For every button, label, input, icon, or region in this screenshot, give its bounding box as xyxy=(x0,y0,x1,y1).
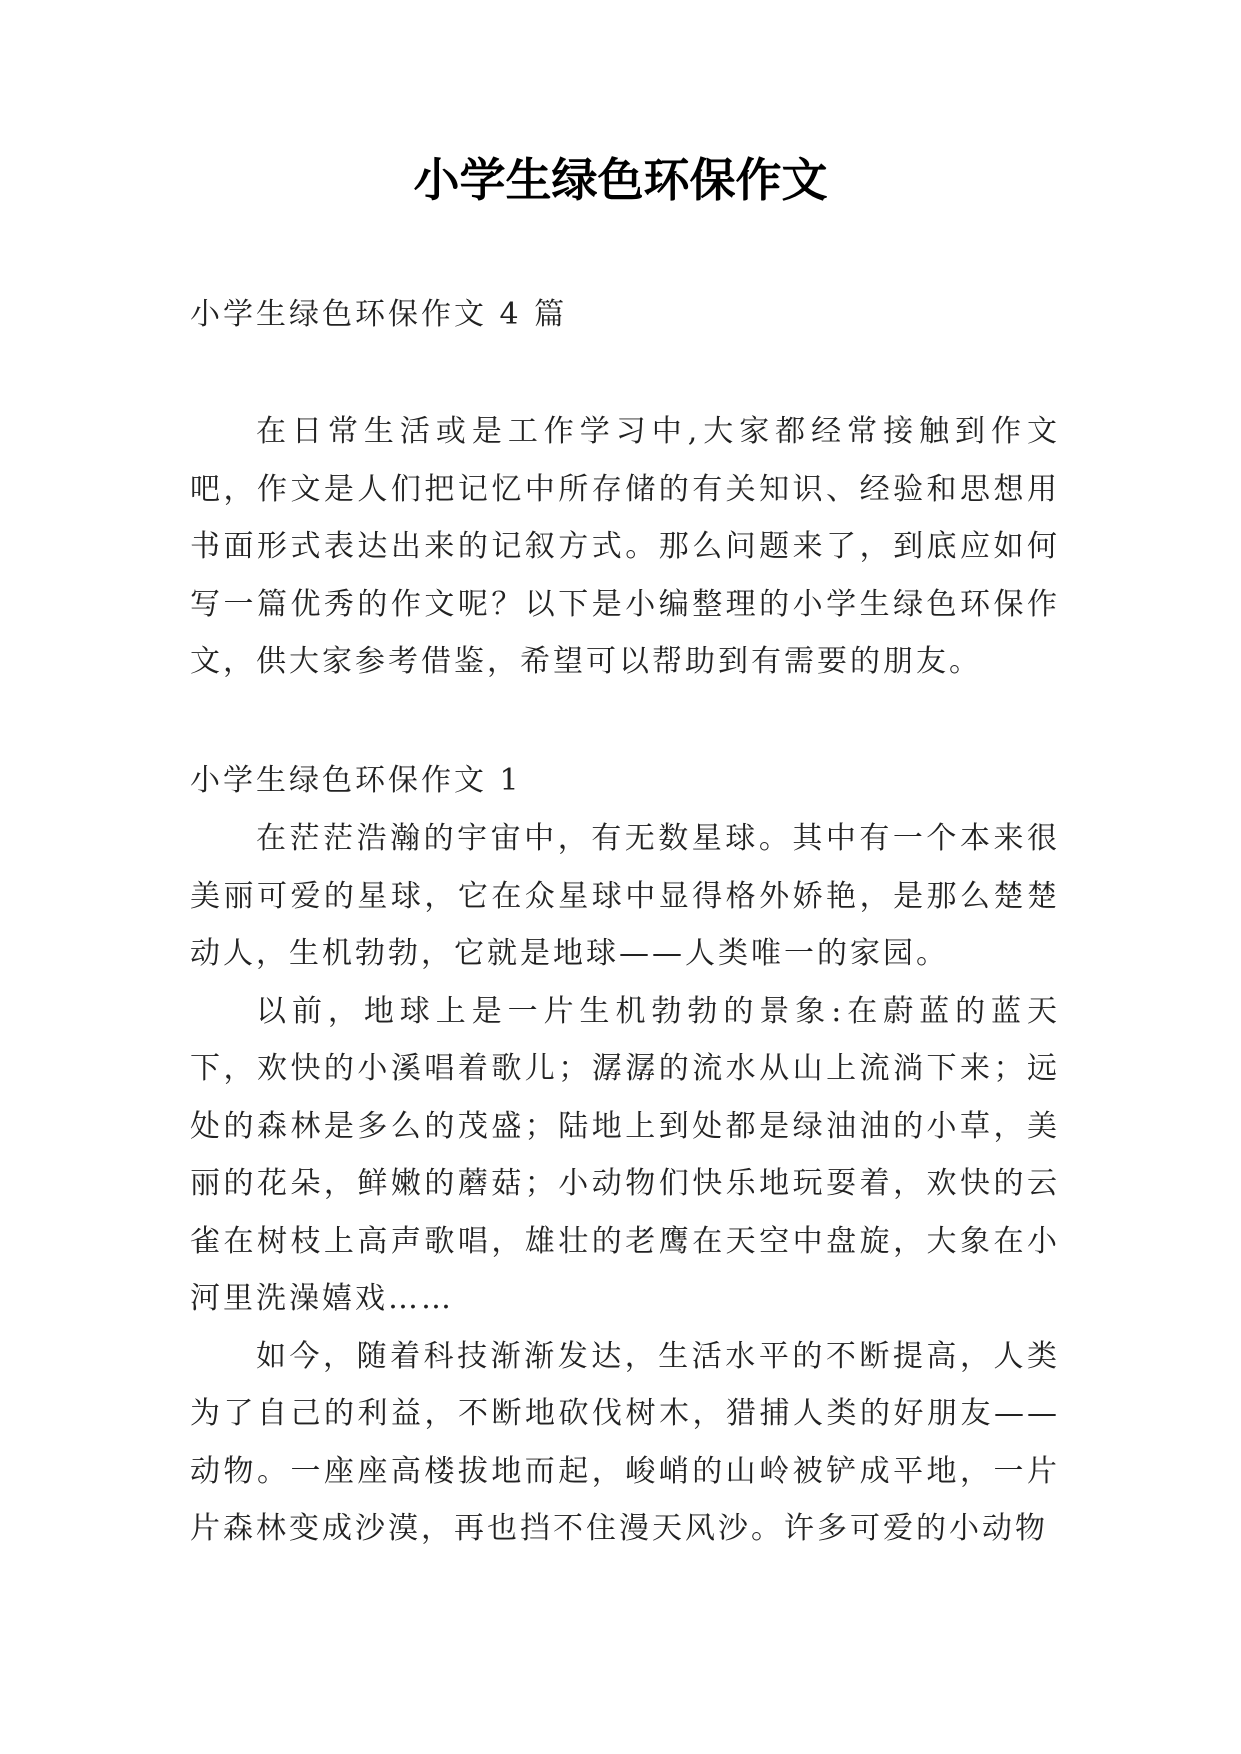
document-subtitle: 小学生绿色环保作文 4 篇 xyxy=(190,297,568,332)
section-title: 小学生绿色环保作文 1 xyxy=(190,763,522,798)
document-title: 小学生绿色环保作文 xyxy=(413,153,828,207)
body-paragraph: 在茫茫浩瀚的宇宙中，有无数星球。其中有一个本来很美丽可爱的星球，它在众星球中显得格外娇艳，是那么楚楚动人，生机勃勃，它就是地球——人类唯一的家园。 xyxy=(190,821,1060,971)
body-paragraph: 如今，随着科技渐渐发达，生活水平的不断提高，人类为了自己的利益，不断地砍伐树木，猎捕人类的好朋友——动物。一座座高楼拔地而起，峻峭的山岭被铲成平地，一片片森林变成沙漠，再也挡不住漫天风沙。许多可爱的小动物 xyxy=(190,1338,1060,1546)
intro-paragraph: 在日常生活或是工作学习中,大家都经常接触到作文吧，作文是人们把记忆中所存储的有关知识、经验和思想用书面形式表达出来的记叙方式。那么问题来了，到底应如何写一篇优秀的作文呢？以下是小编整理的小学生绿色环保作文，供大家参考借鉴，希望可以帮助到有需要的朋友。 xyxy=(190,414,1060,679)
body-paragraph: 以前，地球上是一片生机勃勃的景象:在蔚蓝的蓝天下，欢快的小溪唱着歌儿；潺潺的流水从山上流淌下来；远处的森林是多么的茂盛；陆地上到处都是绿油油的小草，美丽的花朵，鲜嫩的蘑菇；小动物们快乐地玩耍着，欢快的云雀在树枝上高声歌唱，雄壮的老鹰在天空中盘旋，大象在小河里洗澡嬉戏…… xyxy=(190,993,1060,1316)
intro-section xyxy=(190,403,1060,691)
section-body xyxy=(190,810,1060,1558)
